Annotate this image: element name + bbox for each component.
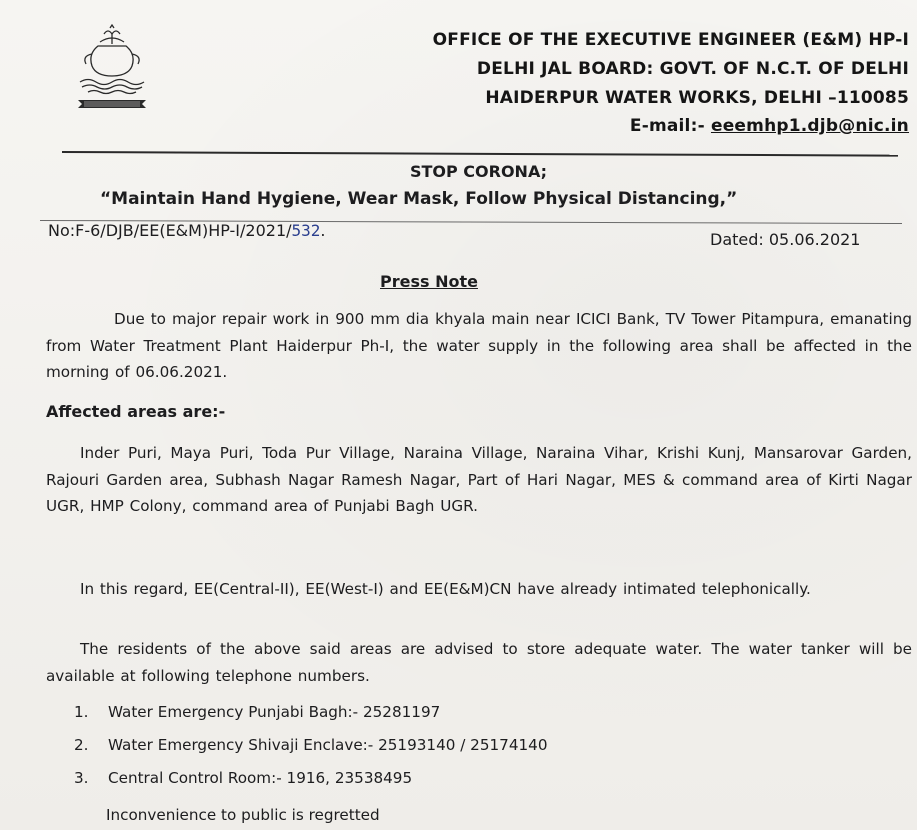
list-item-text: Water Emergency Shivaji Enclave:- 25193140 / 25174140 [108,736,548,754]
reference-number [48,221,326,240]
advice-paragraph: The residents of the above said areas are advised to store adequate water. The water tanker will be available at following telephone numbers. [46,640,912,685]
contact-list [74,703,548,802]
email-line [630,116,909,136]
affected-areas-heading: Affected areas are:- [46,402,226,421]
campaign-slogan: “Maintain Hand Hygiene, Wear Mask, Follow Physical Distancing,” [100,189,738,209]
organization-line: DELHI JAL BOARD: GOVT. OF N.C.T. OF DELHI [476,59,909,79]
delhi-jal-board-emblem-icon [74,24,150,110]
campaign-title: STOP CORONA; [409,162,548,181]
reference-handwritten-number: 532 [291,221,321,240]
reference-suffix: . [320,221,326,240]
list-item [74,769,548,802]
list-item-number: 3. [74,769,89,787]
reference-prefix: No:F-6/DJB/EE(E&M)HP-I/2021/ [48,221,292,240]
list-item-number: 2. [74,736,89,754]
closing-line: Inconvenience to public is regretted [106,806,380,824]
address-line: HAIDERPUR WATER WORKS, DELHI –110085 [485,88,909,108]
email-label: E-mail:- [629,116,711,136]
email-link[interactable]: eeemhp1.djb@nic.in [710,116,909,136]
affected-areas-paragraph: Inder Puri, Maya Puri, Toda Pur Village, Naraina Village, Naraina Vihar, Krishi Kunj, Mansarovar Garden, Rajouri Garden area, Subhash Nagar Ramesh Nagar, Part of Hari Nagar, MES & command area of Kirti Nagar UGR, HMP Colony, command area of Punjabi Bagh UGR. [46,444,912,515]
list-item-number: 1. [74,703,89,721]
list-item-text: Central Control Room:- 1916, 23538495 [108,769,413,787]
press-note-heading: Press Note [380,272,478,291]
intro-paragraph: Due to major repair work in 900 mm dia khyala main near ICICI Bank, TV Tower Pitampura, emanating from Water Treatment Plant Haiderpur Ph-I, the water supply in the following area shall be affected in the morning of 06.06.2021. [46,310,912,381]
header-divider [62,151,898,157]
list-item-text: Water Emergency Punjabi Bagh:- 25281197 [108,703,441,721]
office-title: OFFICE OF THE EXECUTIVE ENGINEER (E&M) HP-I [432,30,909,50]
document-date: Dated: 05.06.2021 [710,230,861,249]
intimation-paragraph: In this regard, EE(Central-II), EE(West-I) and EE(E&M)CN have already intimated telephonically. [80,580,811,598]
list-item [74,703,548,736]
list-item [74,736,548,769]
